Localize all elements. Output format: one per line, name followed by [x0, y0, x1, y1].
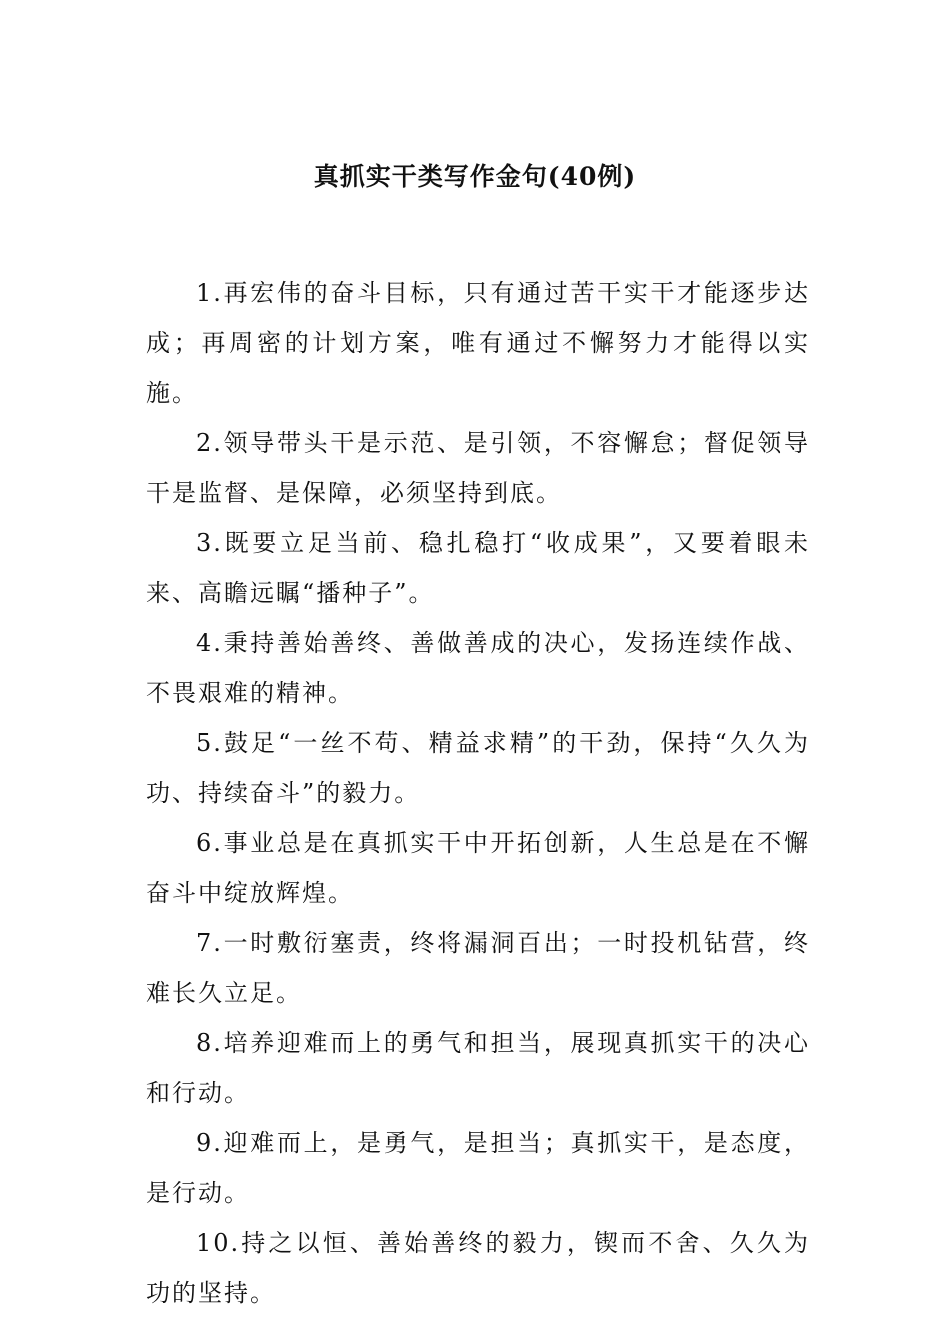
paragraph-2: 2.领导带头干是示范、是引领，不容懈怠；督促领导干是监督、是保障，必须坚持到底。: [146, 429, 810, 507]
document-body: [146, 268, 810, 1318]
paragraph-1: 1.再宏伟的奋斗目标，只有通过苦干实干才能逐步达成；再周密的计划方案，唯有通过不懈努力才能得以实施。: [146, 279, 810, 407]
paragraph-9: 9.迎难而上，是勇气，是担当；真抓实干，是态度，是行动。: [146, 1129, 810, 1207]
paragraph-8: 8.培养迎难而上的勇气和担当，展现真抓实干的决心和行动。: [146, 1029, 810, 1107]
paragraph-7: 7.一时敷衍塞责，终将漏洞百出；一时投机钻营，终难长久立足。: [146, 929, 810, 1007]
paragraph-10: 10.持之以恒、善始善终的毅力，锲而不舍、久久为功的坚持。: [146, 1229, 810, 1307]
paragraph-5: 5.鼓足“一丝不苟、精益求精”的干劲，保持“久久为功、持续奋斗”的毅力。: [146, 729, 810, 807]
paragraph-3: 3.既要立足当前、稳扎稳打“收成果”，又要着眼未来、高瞻远瞩“播种子”。: [146, 529, 810, 607]
paragraph-6: 6.事业总是在真抓实干中开拓创新，人生总是在不懈奋斗中绽放辉煌。: [146, 829, 810, 907]
document-title: 真抓实干类写作金句(40例): [313, 162, 637, 191]
paragraph-4: 4.秉持善始善终、善做善成的决心，发扬连续作战、不畏艰难的精神。: [146, 629, 810, 707]
